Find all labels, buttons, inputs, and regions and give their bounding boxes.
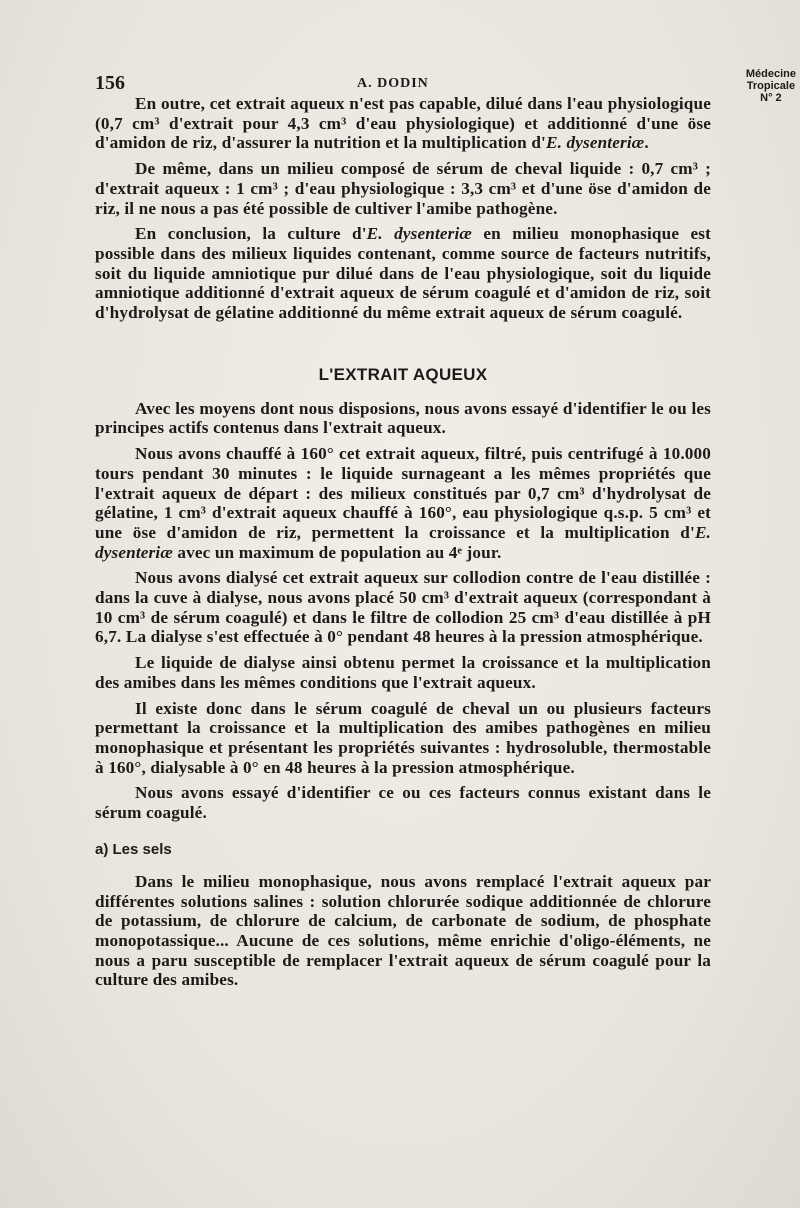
paragraph-2: De même, dans un milieu composé de sérum de cheval liquide : 0,7 cm³ ; d'extrait aqueux : 1 cm³ ; d'eau physiologique : 3,3 cm³ et d'une öse d'amidon de riz, il ne nous a pas été possible de cultiver l'amibe pathogène. — [95, 159, 711, 218]
journal-line-1: Médecine — [745, 68, 796, 80]
page-number: 156 — [95, 72, 125, 94]
journal-line-2: Tropicale — [746, 80, 796, 92]
paragraph-3: En conclusion, la culture d'E. dysenteriæ en milieu monophasique est possible dans des milieux liquides contenant, comme source de facteurs nutritifs, soit du liquide amniotique pur dilué dans de l'eau physiologique, soit du liquide amniotique additionné d'extrait aqueux de sérum coagulé et d'amidon de riz, soit d'hydrolysat de gélatine additionné du même extrait aqueux de sérum coagulé. — [95, 224, 711, 323]
running-author: A. DODIN — [357, 76, 429, 91]
subsection-title: a) Les sels — [95, 840, 172, 858]
species-name: E. dysenteriæ — [366, 224, 472, 244]
paragraph-10: Dans le milieu monophasique, nous avons remplacé l'extrait aqueux par différentes solutions salines : solution chlorurée sodique additionnée de chlorure de potassium, de chlorure de calcium, de carbonate de sodium, de phosphate monopotassique... Aucune de ces solutions, même enrichie d'oligo-éléments, ne nous a paru susceptible de remplacer l'extrait aqueux de sérum coagulé pour la culture des amibes. — [95, 871, 711, 990]
paragraph-8: Il existe donc dans le sérum coagulé de cheval un ou plusieurs facteurs permettant la croissance et la multiplication des amibes pathogènes en milieu monophasique et présentant les propriétés suivantes : hydrosoluble, thermostable à 160°, dialysable à 0° en 48 heures à la pression atmosphérique. — [95, 698, 711, 777]
journal-line-3: N° 2 — [760, 92, 782, 104]
paragraph-9: Nous avons essayé d'identifier ce ou ces facteurs connus existant dans le sérum coagulé. — [95, 783, 711, 823]
paragraph-5: Nous avons chauffé à 160° cet extrait aqueux, filtré, puis centrifugé à 10.000 tours pendant 30 minutes : le liquide surnageant a les mêmes propriétés que l'extrait aqueux de départ : des milieux constitués par 0,7 cm³ d'hydrolysat de gélatine, 1 cm³ d'extrait aqueux chauffé à 160°, eau physiologique q.s.p. 5 cm³ et une öse d'amidon de riz, permettent la croissance et la multiplication d'E. dysenteriæ avec un maximum de population au 4ᵉ jour. — [95, 444, 711, 562]
section-title: L'EXTRAIT AQUEUX — [318, 364, 488, 384]
species-name: E. dysenteriæ — [545, 133, 645, 153]
paragraph-4: Avec les moyens dont nous disposions, nous avons essayé d'identifier le ou les principes actifs contenus dans l'extrait aqueux. — [95, 398, 711, 438]
paragraph-6: Nous avons dialysé cet extrait aqueux sur collodion contre de l'eau distillée : dans la cuve à dialyse, nous avons placé 50 cm³ d'extrait aqueux (correspondant à 10 cm³ de sérum coagulé) et dans le filtre de collodion 25 cm³ d'eau distillée à pH 6,7. La dialyse s'est effectuée à 0° pendant 48 heures à la pression atmosphérique. — [95, 568, 711, 647]
journal-reference — [746, 68, 796, 104]
species-name: E. dysenteriæ — [95, 522, 711, 562]
paragraph-1: En outre, cet extrait aqueux n'est pas capable, dilué dans l'eau physiologique (0,7 cm³ d'extrait pour 4,3 cm³ d'eau physiologique) et additionné d'une öse d'amidon de riz, d'assurer la nutrition et la multiplication d'E. dysenteriæ. — [95, 94, 711, 153]
body-text — [95, 94, 711, 990]
paragraph-7: Le liquide de dialyse ainsi obtenu permet la croissance et la multiplication des amibes dans les mêmes conditions que l'extrait aqueux. — [95, 653, 711, 692]
